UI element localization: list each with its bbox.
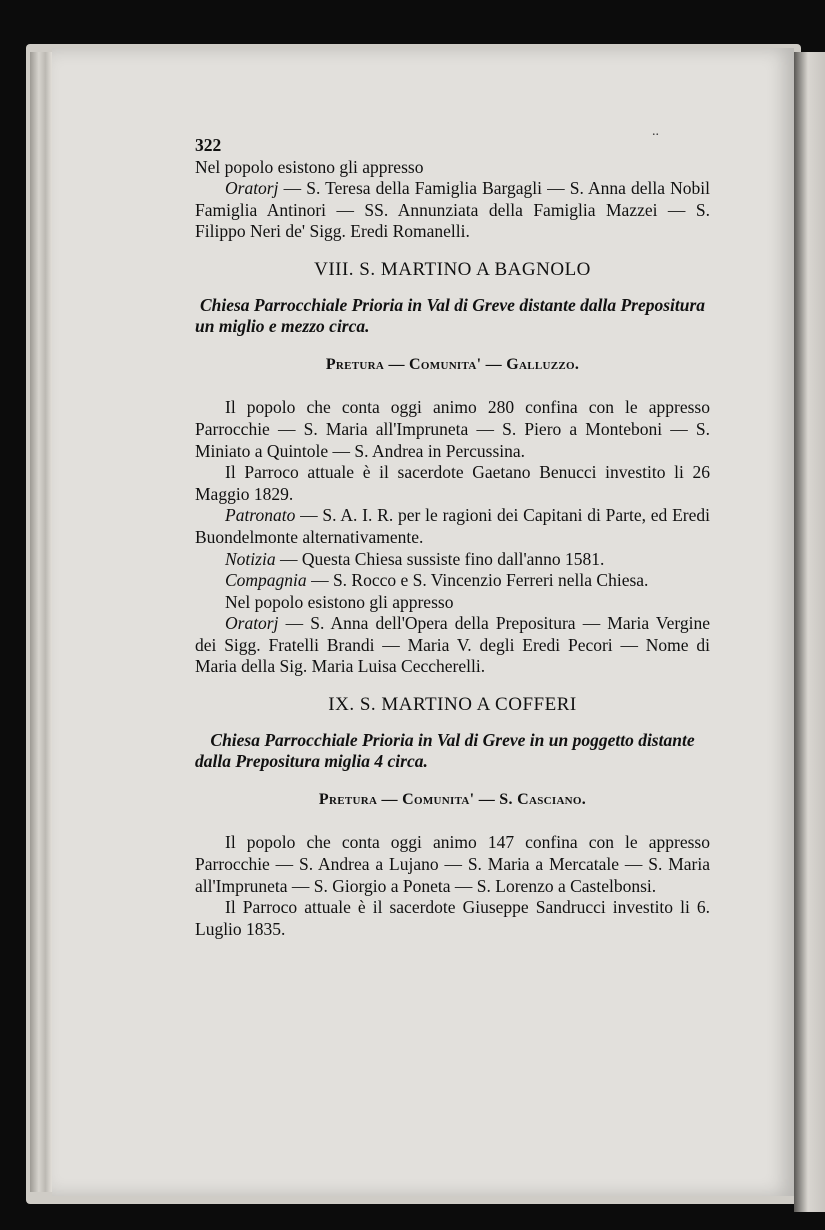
patronato-text: — S. A. I. R. per le ragioni dei Capitani di Parte, ed Eredi Buondelmonte alternativamente.	[195, 505, 710, 547]
page-number: 322	[195, 135, 222, 155]
compagnia-paragraph	[195, 570, 710, 592]
intro-line: Nel popolo esistono gli appresso	[195, 156, 424, 177]
oratorj-label: Oratorj	[225, 613, 279, 634]
compagnia-label: Compagnia	[225, 570, 307, 591]
oratorj-label: Oratorj	[225, 178, 279, 199]
compagnia-text: — S. Rocco e S. Vincenzio Ferreri nella Chiesa.	[306, 570, 649, 591]
page-stack-edge	[30, 52, 52, 1192]
section-heading: IX. S. MARTINO A COFFERI	[328, 694, 577, 716]
section-subtitle: Chiesa Parrocchiale Prioria in Val di Greve distante dalla Prepositura un miglio e mezzo circa.	[195, 294, 706, 337]
intro-line: Nel popolo esistono gli appresso	[225, 591, 454, 612]
section-heading: VIII. S. MARTINO A BAGNOLO	[314, 258, 591, 280]
notizia-paragraph	[195, 549, 710, 571]
notizia-label: Notizia	[225, 548, 276, 569]
popolo-paragraph: Il popolo che conta oggi animo 147 confina con le appresso Parrocchie — S. Andrea a Lujano — S. Maria a Mercatale — S. Maria all'Impruneta — S. Giorgio a Poneta — S. Lorenzo a Castelbonsi.	[195, 832, 710, 896]
notizia-text: — Questa Chiesa sussiste fino dall'anno 1581.	[275, 548, 605, 569]
page-text	[195, 135, 710, 940]
oratorj-text: — S. Teresa della Famiglia Bargagli — S. Anna della Nobil Famiglia Antinori — SS. Annunziata della Famiglia Mazzei — S. Filippo Neri de' Sigg. Eredi Romanelli.	[195, 178, 710, 242]
patronato-label: Patronato	[225, 505, 296, 526]
section-subtitle: Chiesa Parrocchiale Prioria in Val di Greve in un poggetto distante dalla Prepositura miglia 4 circa.	[195, 729, 695, 772]
oratorj-text: — S. Anna dell'Opera della Prepositura — Maria Vergine dei Sigg. Fratelli Brandi — Maria V. degli Eredi Pecori — Nome di Maria della Sig. Maria Luisa Ceccherelli.	[195, 613, 710, 677]
parroco-paragraph: Il Parroco attuale è il sacerdote Giuseppe Sandrucci investito li 6. Luglio 1835.	[195, 897, 710, 939]
next-page-edge	[794, 52, 825, 1212]
oratorj-paragraph	[195, 613, 710, 678]
jurisdiction-line: Pretura — Comunita' — Galluzzo.	[325, 355, 580, 373]
oratorj-paragraph	[195, 178, 710, 243]
jurisdiction-line: Pretura — Comunita' — S. Casciano.	[318, 790, 587, 808]
patronato-paragraph	[195, 505, 710, 548]
parroco-paragraph: Il Parroco attuale è il sacerdote Gaetano Benucci investito li 26 Maggio 1829.	[195, 462, 710, 504]
edge-mark: ..	[652, 124, 659, 139]
popolo-paragraph: Il popolo che conta oggi animo 280 confina con le appresso Parrocchie — S. Maria all'Impruneta — S. Piero a Monteboni — S. Miniato a Quintole — S. Andrea in Percussina.	[195, 397, 710, 461]
